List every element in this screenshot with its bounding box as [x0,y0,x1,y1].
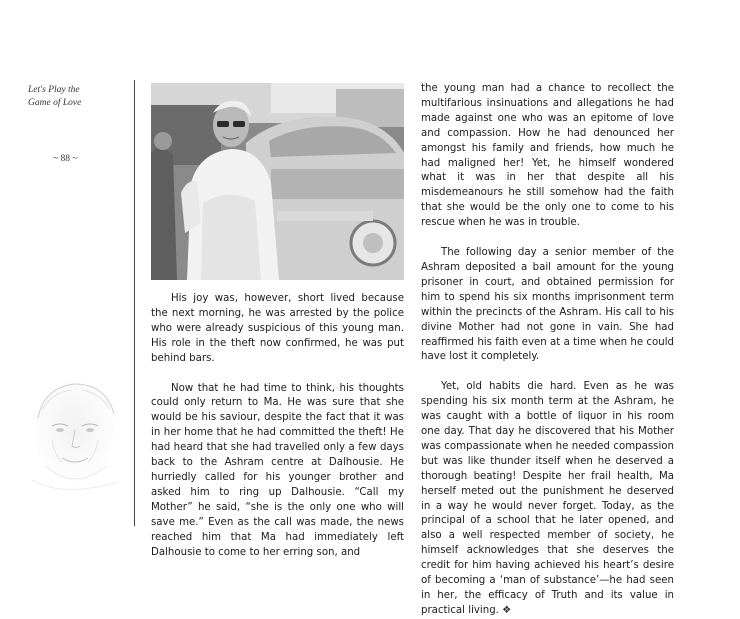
right-column [421,82,674,619]
portrait-sketch [22,370,140,502]
right-paragraph-3-text: Yet, old habits die hard. Even as he was spending his six month term at the Ashram, he was caught with a bottle of liquor in his room one day. That day he discovered that his Mother was compassionate when he needed compassion but was like thunder itself when he deserved a thorough beating! Despite her frail health, Ma herself meted out the punishment he deserved in a way he would never forget. Today, as the principal of a school that he later opened, and also a well respected member of society, he himself acknowledges that she deserves the credit for him having achieved his heart’s desire of becoming a ‘man of substance’—he had seen in her, the efficacy of Truth and its value in practical living. [421,381,674,616]
right-paragraph-1: the young man had a chance to recollect the multifarious insinuations and allegations he had made against one who was an epitome of love and compassion. How he had denounced her amongst his family and friends, how much he had maligned her! Yet, he himself wondered what it was in her that despite all his misdemeanours he still somehow had the faith that she would be the only one to come to his rescue when he was in trouble. [421,83,674,229]
end-ornament-icon: ❖ [502,604,512,616]
left-paragraph-2: Now that he had time to think, his thoughts could only return to Ma. He was sure that she would be his saviour, despite the fact that it was in her home that he had committed the theft! He had heard that she had travelled only a few days back to the Ashram centre at Dalhousie. He hurriedly called for his younger brother and asked him to ring up Dalhousie. “Call my Mother” he said, “she is the only one who will save me.” Even as the call was made, the news reached him that Ma had immediately left Dalhousie to come to her erring son, and [151,382,404,558]
left-column [151,292,404,560]
photo-woman-by-car [151,83,404,280]
left-paragraph-1: His joy was, however, short lived because the next morning, he was arrested by the police who were already suspicious of this young man. His role in the theft now confirmed, he was put behind bars. [151,293,404,364]
right-paragraph-3 [421,380,674,619]
page-number: ~ 88 ~ [53,154,78,164]
right-paragraph-2: The following day a senior member of the Ashram deposited a bail amount for the young prisoner in court, and obtained permission for him to spend his six months imprisonment term within the precincts of the Ashram. His call to his divine Mother had not gone in vain. She had reaffirmed his faith even at a time when he could have lost it completely. [421,247,674,363]
sidebar-title-line-2: Game of Love [28,98,82,108]
sidebar-title [28,84,118,110]
sidebar-title-line-1: Let's Play the [28,85,80,95]
